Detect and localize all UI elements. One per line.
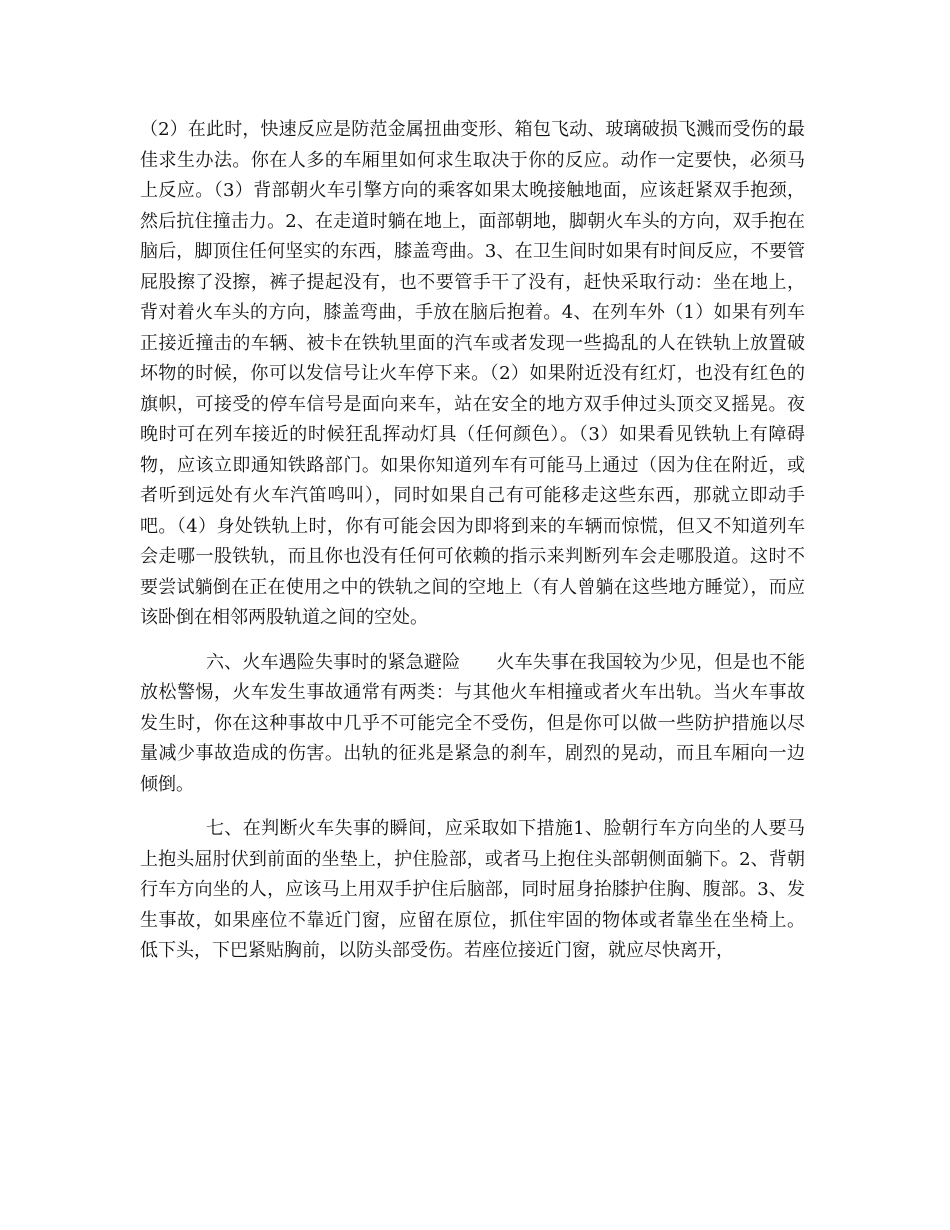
paragraph-train-accident-text: 火车失事在我国较为少见，但是也不能放松警惕，火车发生事故通常有两类：与其他火车相撞或者火车出轨。当火车事故发生时，你在这种事故中几乎不可能完全不受伤，但是你可以做一些防护措施以尽量减少事故造成的伤害。出轨的征兆是紧急的刹车，剧烈的晃动，而且车厢向一边倾倒。 <box>140 651 806 795</box>
document-body <box>140 115 805 967</box>
paragraph-emergency-measures: 七、在判断火车失事的瞬间，应采取如下措施1、脸朝行车方向坐的人要马上抱头屈肘伏到前面的坐垫上，护住脸部，或者马上抱住头部朝侧面躺下。2、背朝行车方向坐的人，应该马上用双手护住后脑部，同时屈身抬膝护住胸、腹部。3、发生事故，如果座位不靠近门窗，应留在原位，抓住牢固的物体或者靠坐在坐椅上。低下头，下巴紧贴胸前，以防头部受伤。若座位接近门窗，就应尽快离开， <box>140 818 805 961</box>
paragraph-escape-instructions: （2）在此时，快速反应是防范金属扭曲变形、箱包飞动、玻璃破损飞溅而受伤的最佳求生办法。你在人多的车厢里如何求生取决于你的反应。动作一定要快，必须马上反应。（3）背部朝火车引擎方向的乘客如果太晚接触地面，应该赶紧双手抱颈，然后抗住撞击力。2、在走道时躺在地上，面部朝地，脚朝火车头的方向，双手抱在脑后，脚顶住任何坚实的东西，膝盖弯曲。3、在卫生间时如果有时间反应，不要管屁股擦了没擦，裤子提起没有，也不要管手干了没有，赶快采取行动：坐在地上，背对着火车头的方向，膝盖弯曲，手放在脑后抱着。4、在列车外（1）如果有列车正接近撞击的车辆、被卡在铁轨里面的汽车或者发现一些捣乱的人在铁轨上放置破坏物的时候，你可以发信号让火车停下来。（2）如果附近没有红灯，也没有红色的旗帜，可接受的停车信号是面向来车，站在安全的地方双手伸过头顶交叉摇晃。夜晚时可在列车接近的时候狂乱挥动灯具（任何颜色）。（3）如果看见铁轨上有障碍物，应该立即通知铁路部门。如果你知道列车有可能马上通过（因为住在附近，或者听到远处有火车汽笛鸣叫），同时如果自己有可能移走这些东西，那就立即动手吧。（4）身处铁轨上时，你有可能会因为即将到来的车辆而惊慌，但又不知道列车会走哪一股铁轨，而且你也没有任何可依赖的指示来判断列车会走哪股道。这时不要尝试躺倒在正在使用之中的铁轨之间的空地上（有人曾躺在这些地方睡觉），而应该卧倒在相邻两股轨道之间的空处。 <box>140 119 805 628</box>
section-heading-six: 六、火车遇险失事时的紧急避险 <box>206 651 461 673</box>
paragraph-train-accident <box>140 648 805 801</box>
